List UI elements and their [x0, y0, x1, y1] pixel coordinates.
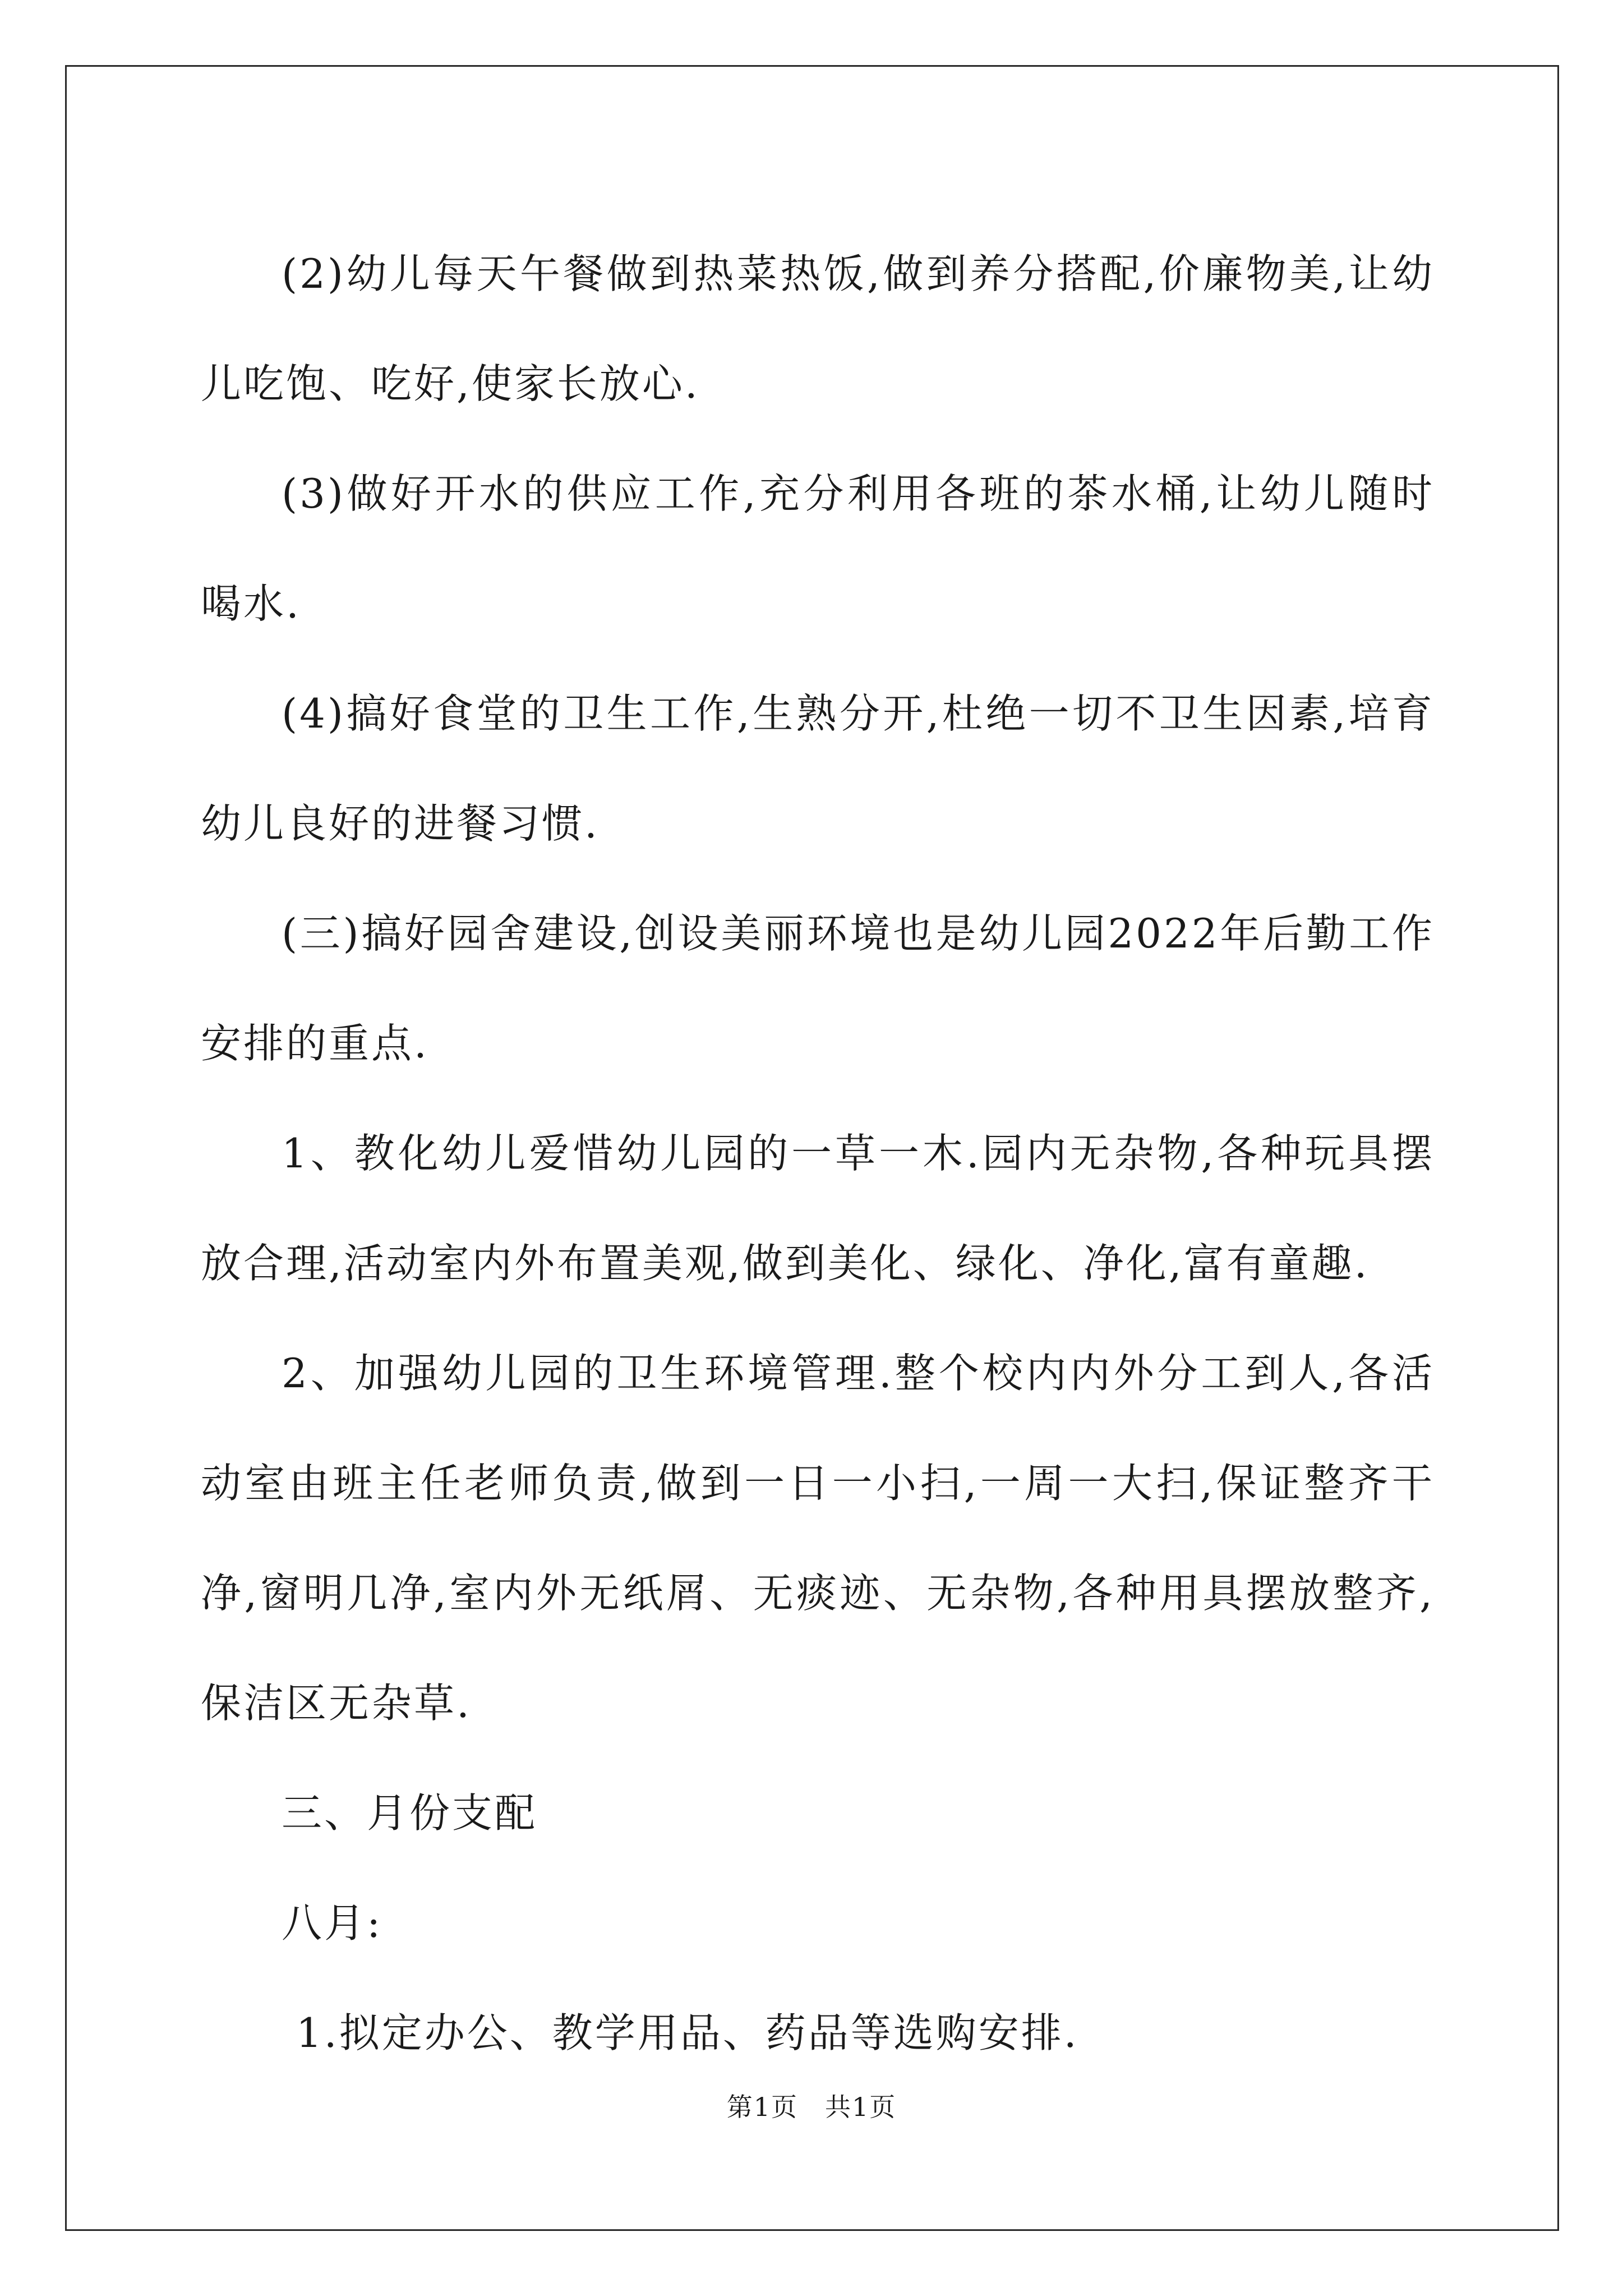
paragraph-lunch: (2)幼儿每天午餐做到热菜热饭,做到养分搭配,价廉物美,让幼儿吃饱、吃好,使家长放心.: [201, 250, 1435, 407]
list-item-purchase-plan: 1.拟定办公、教学用品、药品等选购安排.: [296, 2009, 1079, 2056]
page-total: 共1页: [825, 2092, 897, 2122]
paragraph-hygiene-management: 2、加强幼儿园的卫生环境管理.整个校内内外分工到人,各活动室由班主任老师负责,做到一日一小扫,一周一大扫,保证整齐干净,窗明几净,室内外无纸屑、无痰迹、无杂物,各种用具摆放整齐,保洁区无杂草.: [201, 1350, 1435, 1727]
paragraph-care-for-plants: 1、教化幼儿爱惜幼儿园的一草一木.园内无杂物,各种玩具摆放合理,活动室内外布置美观,做到美化、绿化、净化,富有童趣.: [201, 1130, 1435, 1287]
paragraph-campus-construction: (三)搞好园舍建设,创设美丽环境也是幼儿园2022年后勤工作安排的重点.: [201, 910, 1435, 1067]
paragraph-canteen-hygiene: (4)搞好食堂的卫生工作,生熟分开,杜绝一切不卫生因素,培育幼儿良好的进餐习惯.: [201, 690, 1435, 847]
page-number: 第1页: [726, 2092, 798, 2122]
month-heading-august: 八月:: [282, 1899, 383, 1947]
section-heading-monthly-plan: 三、月份支配: [282, 1789, 538, 1837]
document-body: [201, 219, 1435, 2088]
page-footer: [0, 2087, 1623, 2124]
paragraph-water: (3)做好开水的供应工作,充分利用各班的茶水桶,让幼儿随时喝水.: [201, 470, 1435, 627]
